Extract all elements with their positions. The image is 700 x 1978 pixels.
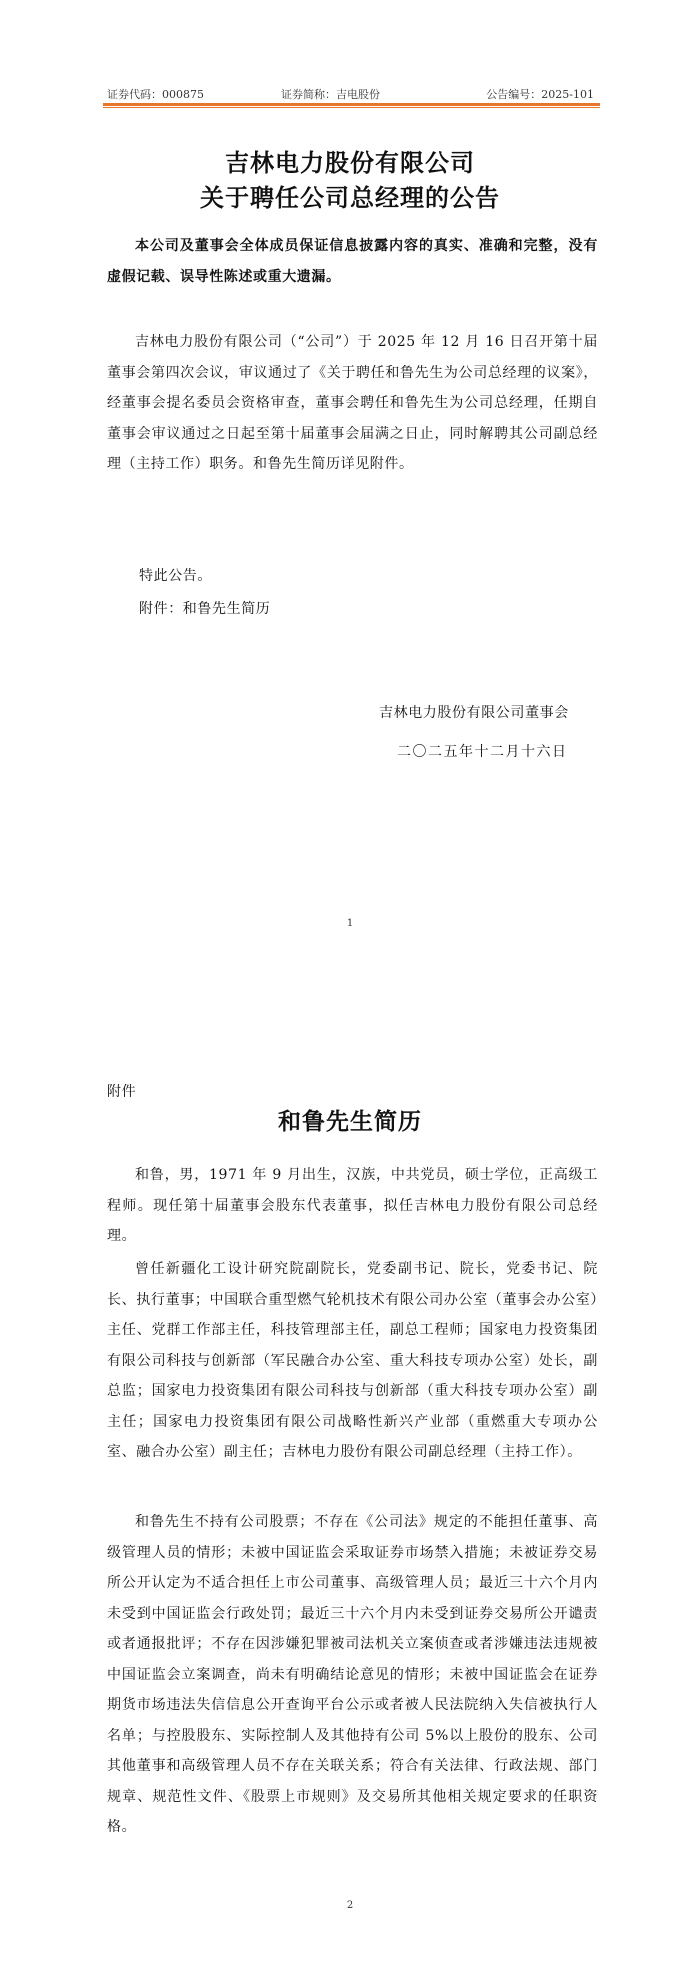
page-header <box>103 86 600 104</box>
announcement-number: 公告编号：2025-101 <box>486 88 594 101</box>
signature-date: 二〇二五年十二月十六日 <box>397 744 568 760</box>
stock-code: 证券代码：000875 <box>107 88 204 101</box>
resume-paragraph-basic: 和鲁，男，1971 年 9 月出生，汉族，中共党员，硕士学位，正高级工程师。现任第十届董事会股东代表董事，拟任吉林电力股份有限公司总经理。 <box>107 1167 598 1244</box>
closing-remark: 特此公告。 <box>139 568 212 584</box>
company-title: 吉林电力股份有限公司 <box>225 149 475 177</box>
stock-abbreviation: 证券简称：吉电股份 <box>281 88 380 101</box>
page-number: 1 <box>346 918 354 929</box>
resume-paragraph-career: 曾任新疆化工设计研究院副院长，党委副书记、院长，党委书记、院长、执行董事；中国联合重型燃气轮机技术有限公司办公室（董事会办公室）主任、党群工作部主任，科技管理部主任，副总工程师；国家电力投资集团有限公司科技与创新部（军民融合办公室、重大科技专项办公室）处长，副总监；国家电力投资集团有限公司科技与创新部（重大科技专项办公室）副主任；国家电力投资集团有限公司战略性新兴产业部（重燃重大专项办公室、融合办公室）副主任；吉林电力股份有限公司副总经理（主持工作）。 <box>107 1261 598 1460</box>
declaration-statement: 本公司及董事会全体成员保证信息披露内容的真实、准确和完整，没有虚假记载、误导性陈述或重大遗漏。 <box>107 238 598 285</box>
attachment-note: 附件：和鲁先生简历 <box>139 601 271 617</box>
body-paragraph: 吉林电力股份有限公司（“公司”）于 2025 年 12 月 16 日召开第十届董事会第四次会议，审议通过了《关于聘任和鲁先生为公司总经理的议案》，经董事会提名委员会资格审查，董事会聘任和鲁先生为公司总经理，任期自董事会审议通过之日起至第十届董事会届满之日止，同时解聘其公司副总经理（主持工作）职务。和鲁先生简历详见附件。 <box>107 334 598 472</box>
resume-title: 和鲁先生简历 <box>278 1109 422 1135</box>
resume-paragraph-compliance: 和鲁先生不持有公司股票；不存在《公司法》规定的不能担任董事、高级管理人员的情形；未被中国证监会采取证券市场禁入措施；未被证券交易所公开认定为不适合担任上市公司董事、高级管理人员；最近三十六个月内未受到中国证监会行政处罚；最近三十六个月内未受到证券交易所公开谴责或者通报批评；不存在因涉嫌犯罪被司法机关立案侦查或者涉嫌违法违规被中国证监会立案调查，尚未有明确结论意见的情形；未被中国证监会在证券期货市场违法失信信息公开查询平台公示或者被人民法院纳入失信被执行人名单；与控股股东、实际控制人及其他持有公司 5%以上股份的股东、公司其他董事和高级管理人员不存在关联关系；符合有关法律、行政法规、部门规章、规范性文件、《股票上市规则》及交易所其他相关规定要求的任职资格。 <box>107 1514 598 1835</box>
attachment-label: 附件 <box>107 1084 137 1100</box>
header-rule-thick <box>103 103 600 106</box>
signature-company: 吉林电力股份有限公司董事会 <box>379 705 569 721</box>
page-number: 2 <box>346 1900 354 1911</box>
header-rule-thin <box>103 107 600 108</box>
announcement-title: 关于聘任公司总经理的公告 <box>200 184 500 212</box>
